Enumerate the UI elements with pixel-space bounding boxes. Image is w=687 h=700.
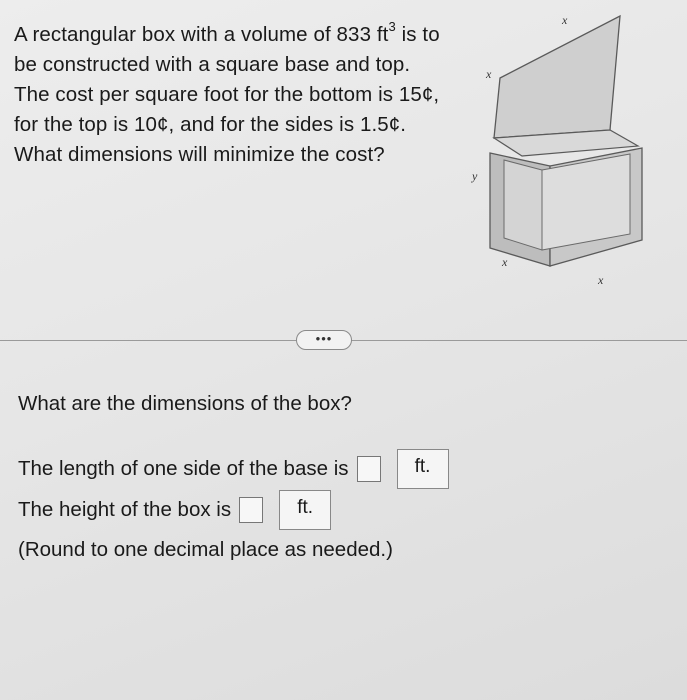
label-y: y — [472, 169, 478, 183]
box-lid — [494, 16, 620, 138]
box-inner-wall — [504, 160, 542, 250]
problem-text-part2: is to be constructed with a square base and top. The cost per square foot for the bottom is 15¢, for the top is 10¢, and for the sides is 1.5¢. What dimensions will minimize the cost? — [14, 23, 440, 166]
height-answer-row — [18, 490, 331, 530]
exponent: 3 — [388, 19, 396, 35]
base-answer-row — [18, 449, 449, 489]
height-answer-label: The height of the box is — [18, 498, 232, 521]
label-top-x: x — [562, 13, 568, 27]
expand-more-button[interactable]: ••• — [296, 330, 352, 350]
problem-statement — [14, 20, 444, 170]
question-text: What are the dimensions of the box? — [18, 392, 352, 415]
height-unit-label: ft. — [279, 490, 331, 530]
base-answer-label: The length of one side of the base is — [18, 457, 349, 480]
base-unit-label: ft. — [397, 449, 449, 489]
problem-text-part1: A rectangular box with a volume of 833 ft — [14, 23, 389, 46]
height-input[interactable] — [239, 497, 263, 523]
open-box-figure — [470, 8, 680, 298]
label-bottom-x2: x — [598, 273, 604, 287]
label-side-x: x — [486, 67, 492, 81]
box-inner-floor — [542, 154, 630, 250]
label-bottom-x1: x — [502, 255, 508, 269]
base-length-input[interactable] — [357, 456, 381, 482]
rounding-note: (Round to one decimal place as needed.) — [18, 538, 393, 561]
